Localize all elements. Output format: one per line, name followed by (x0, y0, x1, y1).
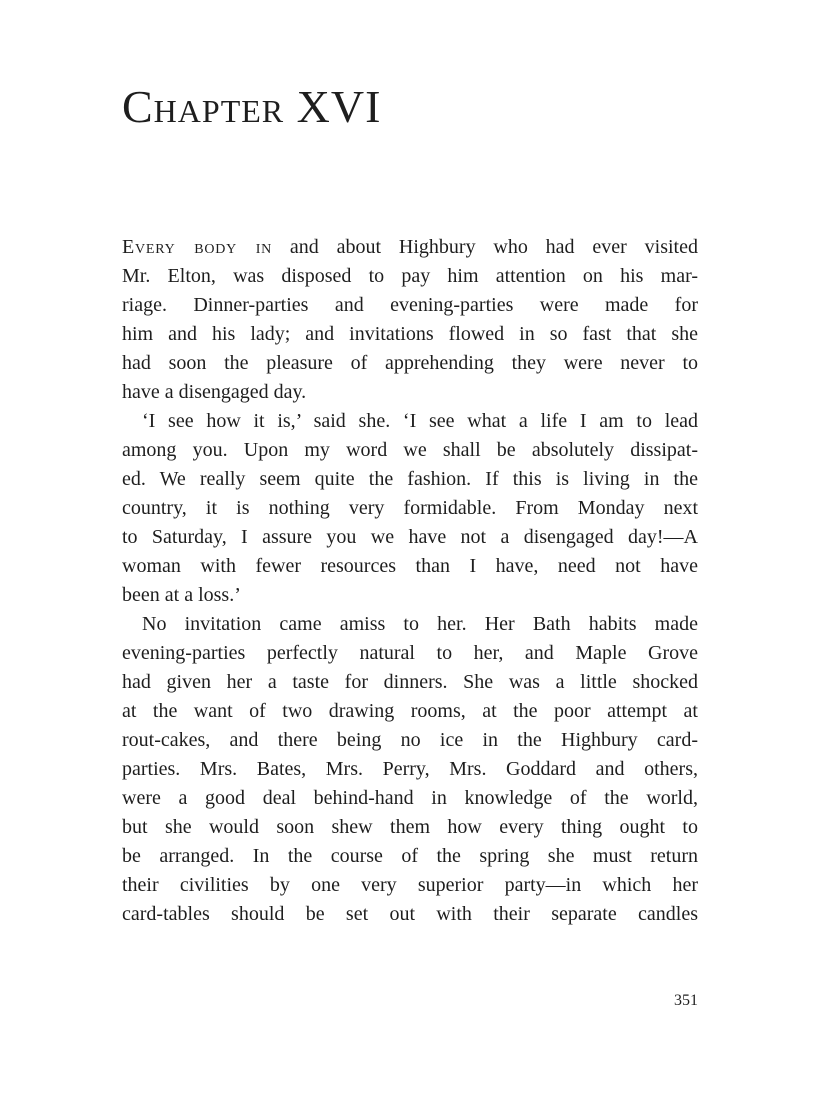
text-line: evening-parties perfectly natural to her, and Maple Grove (122, 642, 698, 664)
text-line: be arranged. In the course of the spring she must return (122, 845, 698, 867)
text-line: to Saturday, I assure you we have not a disengaged day!—A (122, 526, 698, 548)
text-line: parties. Mrs. Bates, Mrs. Perry, Mrs. Goddard and others, (122, 758, 698, 780)
text-line: have a disengaged day. (122, 381, 307, 403)
paragraph (122, 610, 698, 929)
text-line: their civilities by one very superior party—in which her (122, 874, 698, 896)
text-line: riage. Dinner-parties and evening-parties were made for (122, 294, 698, 316)
paragraph (122, 407, 698, 610)
text-line: had soon the pleasure of apprehending they were never to (122, 352, 698, 374)
paragraph (122, 233, 698, 407)
text-line: were a good deal behind-hand in knowledge of the world, (122, 787, 698, 809)
page-number: 351 (674, 992, 698, 1009)
text-line: Mr. Elton, was disposed to pay him attention on his mar- (122, 265, 698, 287)
chapter-title: Chapter XVI (122, 81, 382, 132)
text-line: him and his lady; and invitations flowed in so fast that she (122, 323, 698, 345)
text-line: Every body in and about Highbury who had ever visited (122, 236, 698, 258)
text-line: country, it is nothing very formidable. From Monday next (122, 497, 698, 519)
text-line: been at a loss.’ (122, 584, 241, 606)
text-line: rout-cakes, and there being no ice in the Highbury card- (122, 729, 698, 751)
text-line: woman with fewer resources than I have, need not have (122, 555, 698, 577)
text-line: ‘I see how it is,’ said she. ‘I see what a life I am to lead (142, 410, 698, 432)
text-line: among you. Upon my word we shall be absolutely dissipat- (122, 439, 698, 461)
text-line: but she would soon shew them how every thing ought to (122, 816, 698, 838)
opening-small-caps: Every body in (122, 236, 273, 258)
page-body-text (122, 233, 698, 929)
text-line: at the want of two drawing rooms, at the poor attempt at (122, 700, 698, 722)
text-line: had given her a taste for dinners. She was a little shocked (122, 671, 698, 693)
text-line: No invitation came amiss to her. Her Bath habits made (142, 613, 698, 635)
text-line: card-tables should be set out with their separate candles (122, 903, 698, 925)
text-line: ed. We really seem quite the fashion. If this is living in the (122, 468, 698, 490)
